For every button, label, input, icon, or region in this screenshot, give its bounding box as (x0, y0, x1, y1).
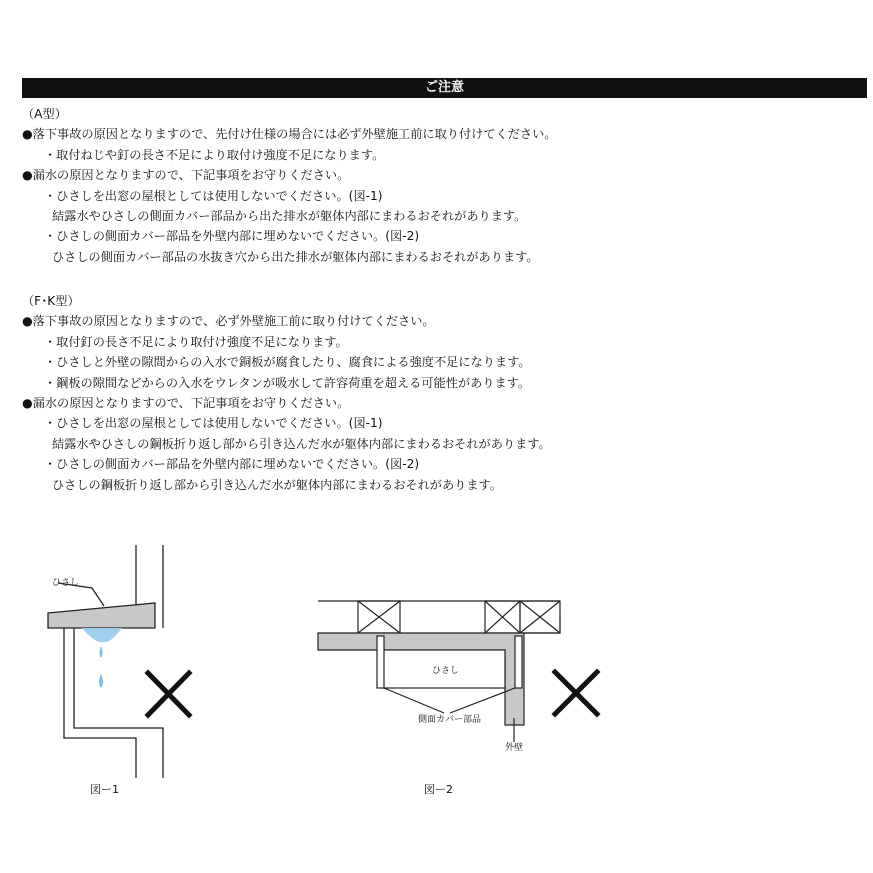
section-a-line: ・ひさしを出窓の屋根としては使用しないでください。(図-1) (44, 188, 383, 203)
section-a-line: ひさしの側面カバー部品の水抜き穴から出た排水が躯体内部にまわるおそれがあります。 (52, 249, 539, 264)
x-mark-icon (148, 673, 189, 715)
section-fk-line: ●漏水の原因となりますので、下記事項をお守りください。 (22, 395, 350, 410)
fig2-caption: 図ー2 (424, 783, 453, 796)
section-a-line: ・ひさしの側面カバー部品を外壁内部に埋めないでください。(図-2) (44, 229, 420, 244)
figure1-water (82, 628, 122, 688)
water-splash (82, 628, 122, 642)
fig1-caption: 図ー1 (90, 783, 119, 796)
fig2-side-cover-right (515, 636, 522, 688)
section-a-heading: （A型） (22, 107, 67, 121)
section-fk-line: 結露水やひさしの鋼板折り返し部から引き込んだ水が躯体内部にまわるおそれがあります。 (52, 436, 551, 451)
section-a-line: 結露水やひさしの側面カバー部品から出た排水が躯体内部にまわるおそれがあります。 (52, 208, 527, 223)
x-mark-icon (555, 672, 597, 714)
section-fk-line: ・鋼板の隙間などからの入水をウレタンが吸水して許容荷重を超える可能性があります。 (44, 375, 531, 390)
fig2-label-hisashi: ひさし (432, 666, 460, 676)
section-fk-line: ・取付釘の長さ不足により取付け強度不足になります。 (44, 334, 348, 349)
fig2-side-cover-left (377, 636, 384, 688)
fig1-label-hisashi: ひさし (52, 578, 80, 588)
fig2-label-cover: 側面カバー部品 (418, 715, 482, 725)
section-fk-line: ・ひさしを出窓の屋根としては使用しないでください。(図-1) (44, 416, 383, 431)
section-a-line: ・取付ねじや釘の長さ不足により取付け強度不足になります。 (44, 147, 385, 162)
fig2-leader-line (384, 688, 444, 713)
fig1-wall-line (74, 628, 163, 778)
section-a-line: ●落下事故の原因となりますので、先付け仕様の場合には必ず外壁施工前に取り付けてください。 (22, 127, 557, 142)
section-a-line: ●漏水の原因となりますので、下記事項をお守りください。 (22, 168, 350, 183)
fig2-label-wall: 外壁 (505, 743, 524, 753)
section-fk-heading: （F･K型） (22, 294, 80, 308)
section-fk-line: ひさしの鋼板折り返し部から引き込んだ水が躯体内部にまわるおそれがあります。 (52, 477, 502, 492)
section-fk-line: ●落下事故の原因となりますので、必ず外壁施工前に取り付けてください。 (22, 314, 435, 329)
notice-title: ご注意 (424, 80, 464, 95)
fig1-hisashi (48, 603, 155, 628)
water-drop (99, 674, 103, 688)
section-fk-line: ・ひさしと外壁の隙間からの入水で銅板が腐食したり、腐食による強度不足になります。 (44, 355, 531, 370)
water-drop (100, 646, 103, 658)
section-fk-line: ・ひさしの側面カバー部品を外壁内部に埋めないでください。(図-2) (44, 457, 420, 472)
